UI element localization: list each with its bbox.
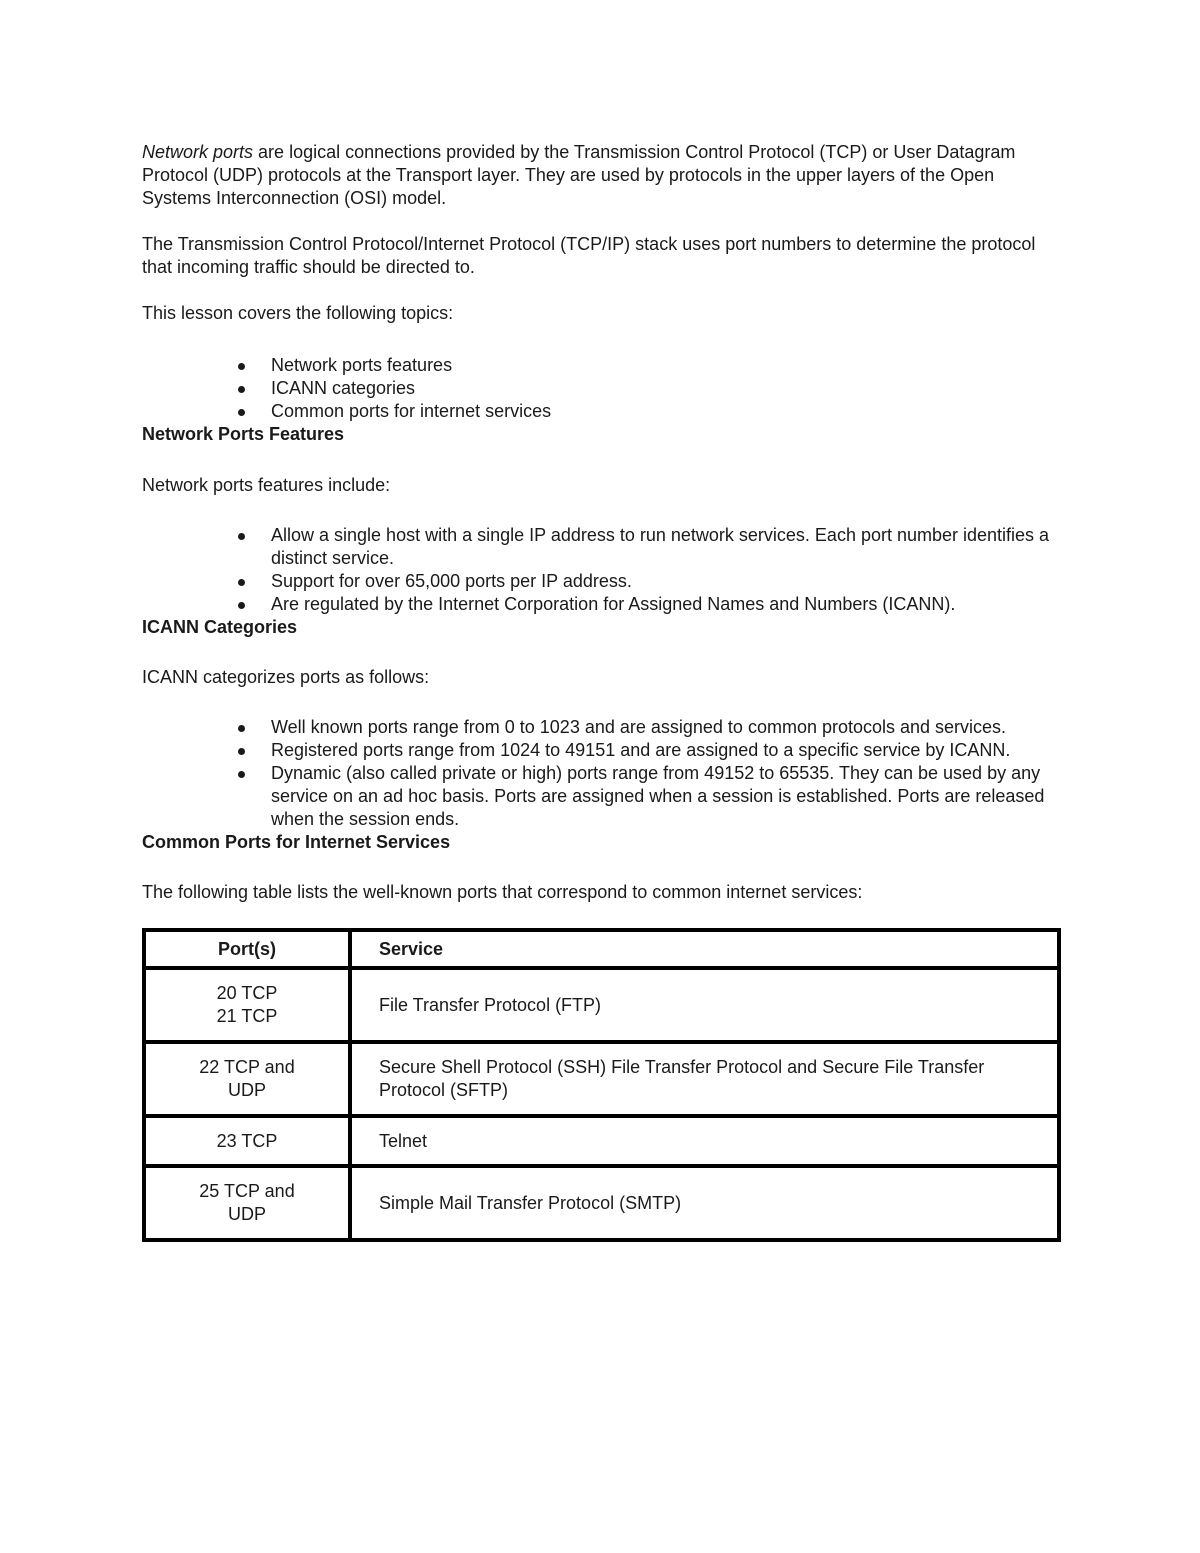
table-row <box>144 1042 1059 1116</box>
port-cell <box>144 1166 350 1240</box>
list-item: Support for over 65,000 ports per IP address. <box>271 570 1062 593</box>
table-row <box>144 1116 1059 1166</box>
port-value: 20 TCP <box>216 983 278 1003</box>
port-value: 23 TCP <box>216 1130 278 1151</box>
list-item: Registered ports range from 1024 to 49151 and are assigned to a specific service by ICANN. <box>271 739 1062 762</box>
service-cell: Simple Mail Transfer Protocol (SMTP) <box>350 1166 1059 1240</box>
common-ports-heading: Common Ports for Internet Services <box>142 832 451 852</box>
list-item: Well known ports range from 0 to 1023 and are assigned to common protocols and services. <box>271 716 1062 739</box>
list-item: Dynamic (also called private or high) ports range from 49152 to 65535. They can be used by any service on an ad hoc basis. Ports are assigned when a session is established. Ports are released when the session ends. <box>271 762 1062 831</box>
icann-lead: ICANN categorizes ports as follows: <box>142 667 430 687</box>
port-cell <box>144 968 350 1042</box>
bullet-icon <box>238 533 245 540</box>
list-item: Common ports for internet services <box>271 400 1062 423</box>
table-row <box>144 968 1059 1042</box>
bullet-icon <box>238 771 245 778</box>
bullet-icon <box>238 363 245 370</box>
icann-heading: ICANN Categories <box>142 617 298 637</box>
document-body <box>142 141 1062 1242</box>
bullet-icon <box>238 386 245 393</box>
service-cell: File Transfer Protocol (FTP) <box>350 968 1059 1042</box>
service-cell: Telnet <box>350 1116 1059 1166</box>
service-cell: Secure Shell Protocol (SSH) File Transfer Protocol and Secure File Transfer Protocol (SFTP) <box>350 1042 1059 1116</box>
features-heading: Network Ports Features <box>142 424 345 444</box>
table-row <box>144 1166 1059 1240</box>
bullet-icon <box>238 409 245 416</box>
ports-table <box>142 928 1061 1242</box>
column-header-service: Service <box>350 930 1059 968</box>
bullet-icon <box>238 602 245 609</box>
features-lead: Network ports features include: <box>142 475 391 495</box>
list-item: Are regulated by the Internet Corporation for Assigned Names and Numbers (ICANN). <box>271 593 1062 616</box>
port-cell <box>144 1042 350 1116</box>
list-item: Network ports features <box>271 354 1062 377</box>
port-value: UDP <box>227 1080 266 1100</box>
bullet-icon <box>238 725 245 732</box>
port-cell <box>144 1116 350 1166</box>
port-value: 21 TCP <box>216 1006 278 1026</box>
bullet-icon <box>238 748 245 755</box>
port-value: UDP <box>227 1204 266 1224</box>
list-item: ICANN categories <box>271 377 1062 400</box>
port-value: 22 TCP and <box>199 1057 295 1077</box>
lesson-topics-lead: This lesson covers the following topics: <box>142 303 454 323</box>
intro-paragraph-text: are logical connections provided by the Transmission Control Protocol (TCP) or User Datagram Protocol (UDP) protocols at the Transport layer. They are used by protocols in the upper layers of the Open Systems Interconnection (OSI) model. <box>142 142 1016 208</box>
port-value: 25 TCP and <box>199 1181 295 1201</box>
tcpip-paragraph: The Transmission Control Protocol/Internet Protocol (TCP/IP) stack uses port numbers to determine the protocol that incoming traffic should be directed to. <box>142 234 1036 277</box>
bullet-icon <box>238 579 245 586</box>
column-header-ports: Port(s) <box>144 930 350 968</box>
network-ports-term: Network ports <box>142 142 254 162</box>
common-ports-lead: The following table lists the well-known ports that correspond to common internet services: <box>142 882 863 902</box>
table-header-row <box>144 930 1059 968</box>
topics-list <box>142 354 1062 423</box>
list-item: Allow a single host with a single IP address to run network services. Each port number identifies a distinct service. <box>271 524 1062 570</box>
features-list <box>142 524 1062 616</box>
icann-list <box>142 716 1062 831</box>
intro-paragraph <box>142 141 1062 210</box>
